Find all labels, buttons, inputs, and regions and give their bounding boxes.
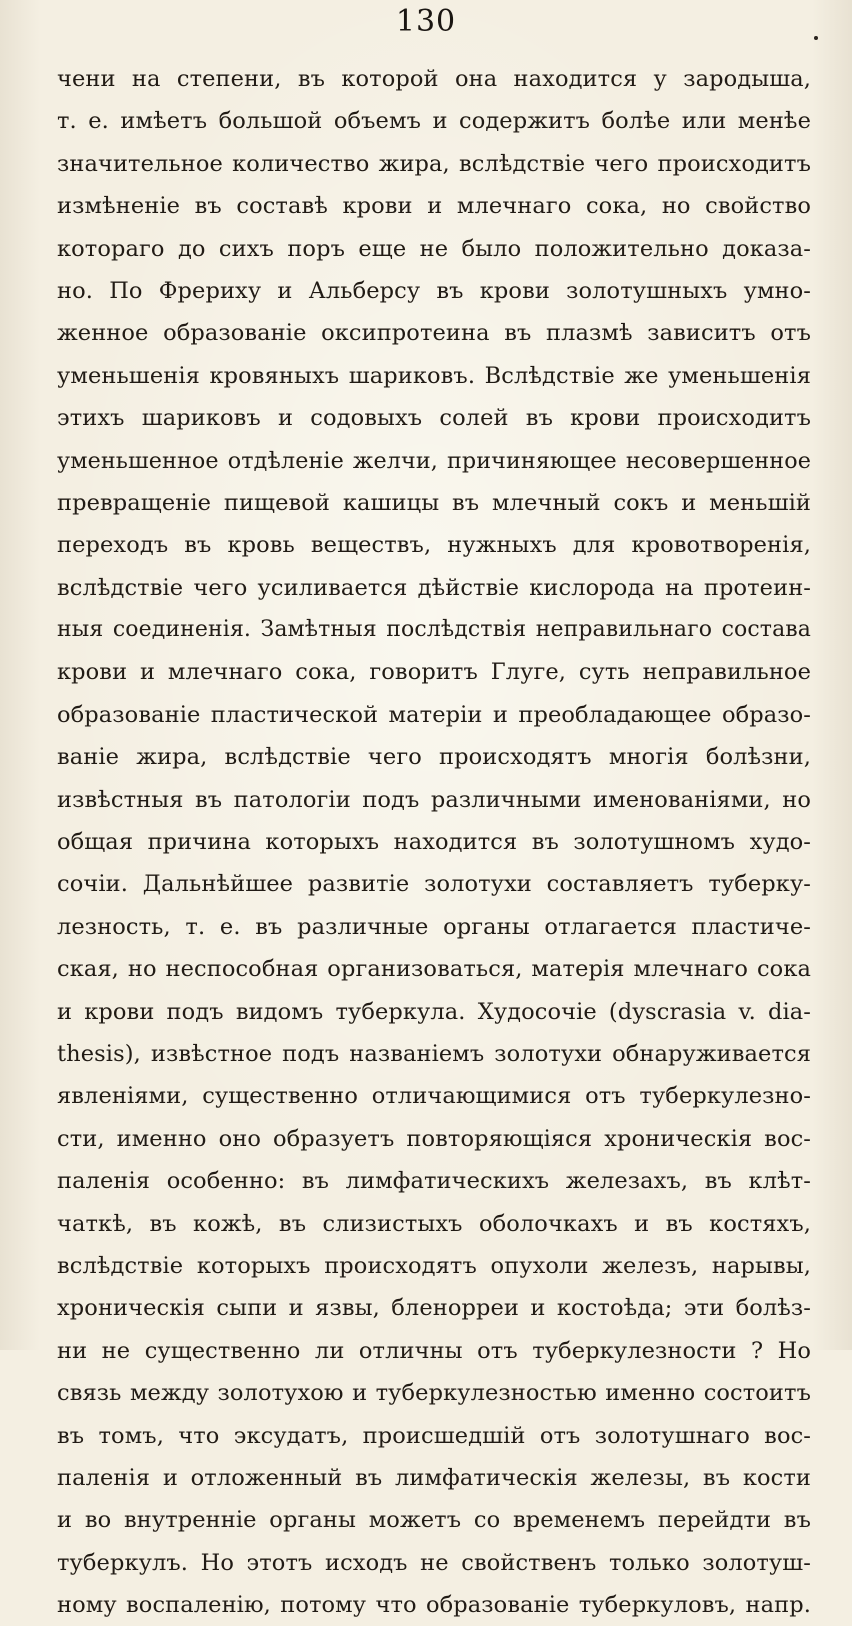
text-line: т. е. имѣетъ большой объемъ и содержитъ болѣе или менѣе	[57, 108, 811, 135]
text-line: хроническія сыпи и язвы, бленорреи и костоѣда; эти болѣз-	[57, 1295, 811, 1322]
text-line: и крови подъ видомъ туберкула. Худосочіе (dyscrasia v. dia-	[57, 998, 811, 1025]
text-line: явленіями, существенно отличающимися отъ туберкулезно-	[57, 1083, 811, 1110]
text-line: туберкулъ. Но этотъ исходъ не свойственъ только золотуш-	[57, 1549, 811, 1576]
text-line: ни не существенно ли отличны отъ туберкулезности ? Но	[57, 1337, 811, 1364]
text-line: превращеніе пищевой кашицы въ млечный сокъ и меньшій	[57, 489, 811, 516]
text-line: связь между золотухою и туберкулезностью именно состоитъ	[57, 1380, 811, 1407]
text-line: лезность, т. е. въ различные органы отлагается пластиче-	[57, 913, 811, 940]
text-line: общая причина которыхъ находится въ золотушномъ худо-	[57, 829, 811, 856]
text-line: вслѣдствіе которыхъ происходятъ опухоли железъ, нарывы,	[57, 1252, 811, 1279]
ink-speck	[814, 36, 818, 40]
text-line: ская, но неспособная организоваться, матерія млечнаго сока	[57, 956, 811, 983]
text-line: измѣненіе въ составѣ крови и млечнаго сока, но свойство	[57, 193, 811, 220]
text-line: thesis), извѣстное подъ названіемъ золотухи обнаруживается	[57, 1040, 811, 1067]
text-line: вслѣдствіе чего усиливается дѣйствіе кислорода на протеин-	[57, 574, 811, 601]
text-line: чени на степени, въ которой она находится у зародыша,	[57, 66, 811, 92]
text-line: ныя соединенія. Замѣтныя послѣдствія неправильнаго состава	[57, 617, 811, 643]
text-line: паленія особенно: въ лимфатическихъ железахъ, въ клѣт-	[57, 1168, 811, 1195]
text-line: женное образованіе оксипротеина въ плазмѣ зависитъ отъ	[57, 320, 811, 347]
text-line: извѣстныя въ патологіи подъ различными именованіями, но	[57, 786, 811, 813]
page-number: 130	[395, 4, 457, 39]
text-line: уменьшенія кровяныхъ шариковъ. Вслѣдствіе же уменьшенія	[57, 362, 811, 389]
text-line: уменьшенное отдѣленіе желчи, причиняющее несовершенное	[57, 447, 811, 474]
text-line: ному воспаленію, потому что образованіе туберкуловъ, напр.	[57, 1592, 811, 1619]
text-line: чаткѣ, въ кожѣ, въ слизистыхъ оболочкахъ и въ костяхъ,	[57, 1210, 811, 1237]
text-line: этихъ шариковъ и содовыхъ солей въ крови происходитъ	[57, 405, 811, 432]
text-line: ваніе жира, вслѣдствіе чего происходятъ многія болѣзни,	[57, 744, 811, 771]
text-line: въ томъ, что эксудатъ, происшедшій отъ золотушнаго вос-	[57, 1422, 811, 1449]
text-line: сочіи. Дальнѣйшее развитіе золотухи составляетъ туберку-	[57, 871, 811, 898]
text-line: но. По Фрериху и Альберсу въ крови золотушныхъ умно-	[57, 277, 811, 304]
text-line: паленія и отложенный въ лимфатическія железы, въ кости	[57, 1464, 811, 1491]
text-line: переходъ въ кровь веществъ, нужныхъ для кровотворенія,	[57, 532, 811, 559]
body-text	[57, 58, 811, 1626]
text-line: образованіе пластической матеріи и преобладающее образо-	[57, 701, 811, 728]
text-line: котораго до сихъ поръ еще не было положительно доказа-	[57, 235, 811, 262]
text-line: крови и млечнаго сока, говоритъ Глуге, суть неправильное	[57, 659, 811, 686]
text-line: и во внутренніе органы можетъ со временемъ перейдти въ	[57, 1507, 811, 1534]
text-line: значительное количество жира, вслѣдствіе чего происходитъ	[57, 150, 811, 177]
text-line: сти, именно оно образуетъ повторяющіяся хроническія вос-	[57, 1125, 811, 1152]
